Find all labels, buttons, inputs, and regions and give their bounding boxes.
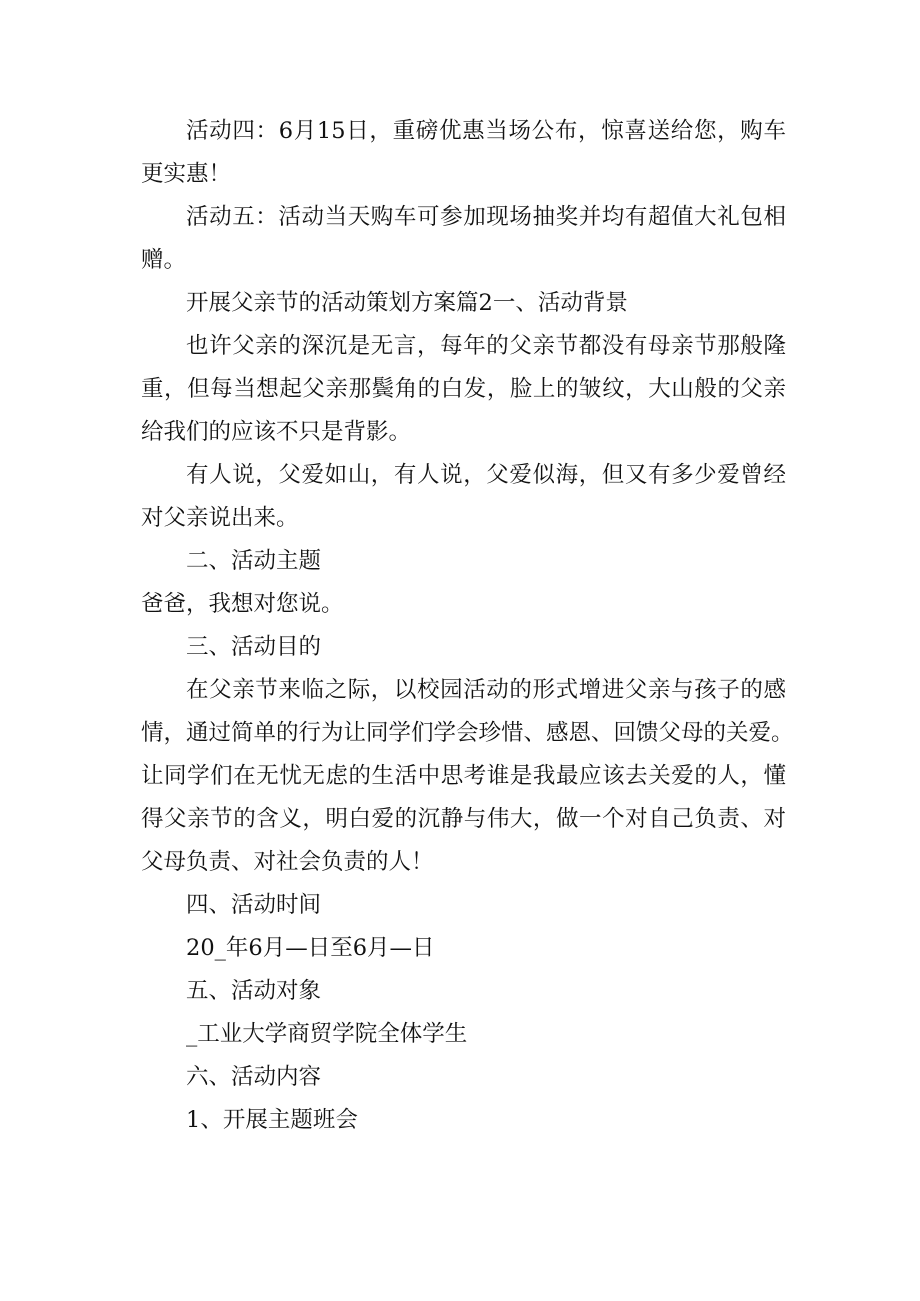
- paragraph-background-1: [141, 325, 786, 454]
- text-line: 父母负责、对社会负责的人！: [141, 849, 434, 875]
- text-line: 情，通过简单的行为让同学们学会珍惜、感恩、回馈父母的关爱。: [141, 720, 794, 746]
- heading-activity-theme: [141, 540, 786, 583]
- text-line: 更实惠！: [141, 161, 232, 187]
- text-line: 六、活动内容: [186, 1064, 322, 1090]
- heading-activity-purpose: [141, 626, 786, 669]
- document-page: [141, 110, 794, 1142]
- text-line: 有人说，父爱如山，有人说，父爱似海，但又有多少爱曾经: [186, 462, 786, 488]
- paragraph-target: [141, 1013, 786, 1056]
- text-line: 得父亲节的含义，明白爱的沉静与伟大，做一个对自己负责、对: [141, 806, 786, 832]
- text-line: 也许父亲的深沉是无言，每年的父亲节都没有母亲节那般隆: [186, 333, 786, 359]
- text-line: 在父亲节来临之际，以校园活动的形式增进父亲与孩子的感: [186, 677, 786, 703]
- heading-activity-content: [141, 1056, 786, 1099]
- text-line: 活动四：6月15日，重磅优惠当场公布，惊喜送给您，购车: [186, 118, 786, 144]
- text-line: 爸爸，我想对您说。: [141, 591, 344, 617]
- paragraph-time: [141, 927, 786, 970]
- text-line: 1、开展主题班会: [186, 1107, 358, 1133]
- text-line: 重，但每当想起父亲那鬓角的白发，脸上的皱纹，大山般的父亲: [141, 376, 786, 402]
- paragraph-activity-5: [141, 196, 786, 282]
- section-title: [141, 282, 786, 325]
- text-line: 20_年6月—日至6月—日: [186, 935, 435, 961]
- list-item-class-meeting: [141, 1099, 786, 1142]
- heading-activity-target: [141, 970, 786, 1013]
- text-line: 二、活动主题: [186, 548, 322, 574]
- text-line: 五、活动对象: [186, 978, 322, 1004]
- heading-activity-time: [141, 884, 786, 927]
- text-line: 给我们的应该不只是背影。: [141, 419, 412, 445]
- text-line: 活动五：活动当天购车可参加现场抽奖并均有超值大礼包相: [186, 204, 786, 230]
- paragraph-activity-4: [141, 110, 786, 196]
- paragraph-purpose: [141, 669, 794, 884]
- text-line: 让同学们在无忧无虑的生活中思考谁是我最应该去关爱的人，懂: [141, 763, 786, 789]
- text-line: 开展父亲节的活动策划方案篇2一、活动背景: [186, 290, 628, 316]
- paragraph-theme: [141, 583, 786, 626]
- text-line: 赠。: [141, 247, 187, 273]
- text-line: 四、活动时间: [186, 892, 322, 918]
- text-line: _工业大学商贸学院全体学生: [186, 1021, 468, 1047]
- text-line: 三、活动目的: [186, 634, 322, 660]
- paragraph-background-2: [141, 454, 786, 540]
- text-line: 对父亲说出来。: [141, 505, 299, 531]
